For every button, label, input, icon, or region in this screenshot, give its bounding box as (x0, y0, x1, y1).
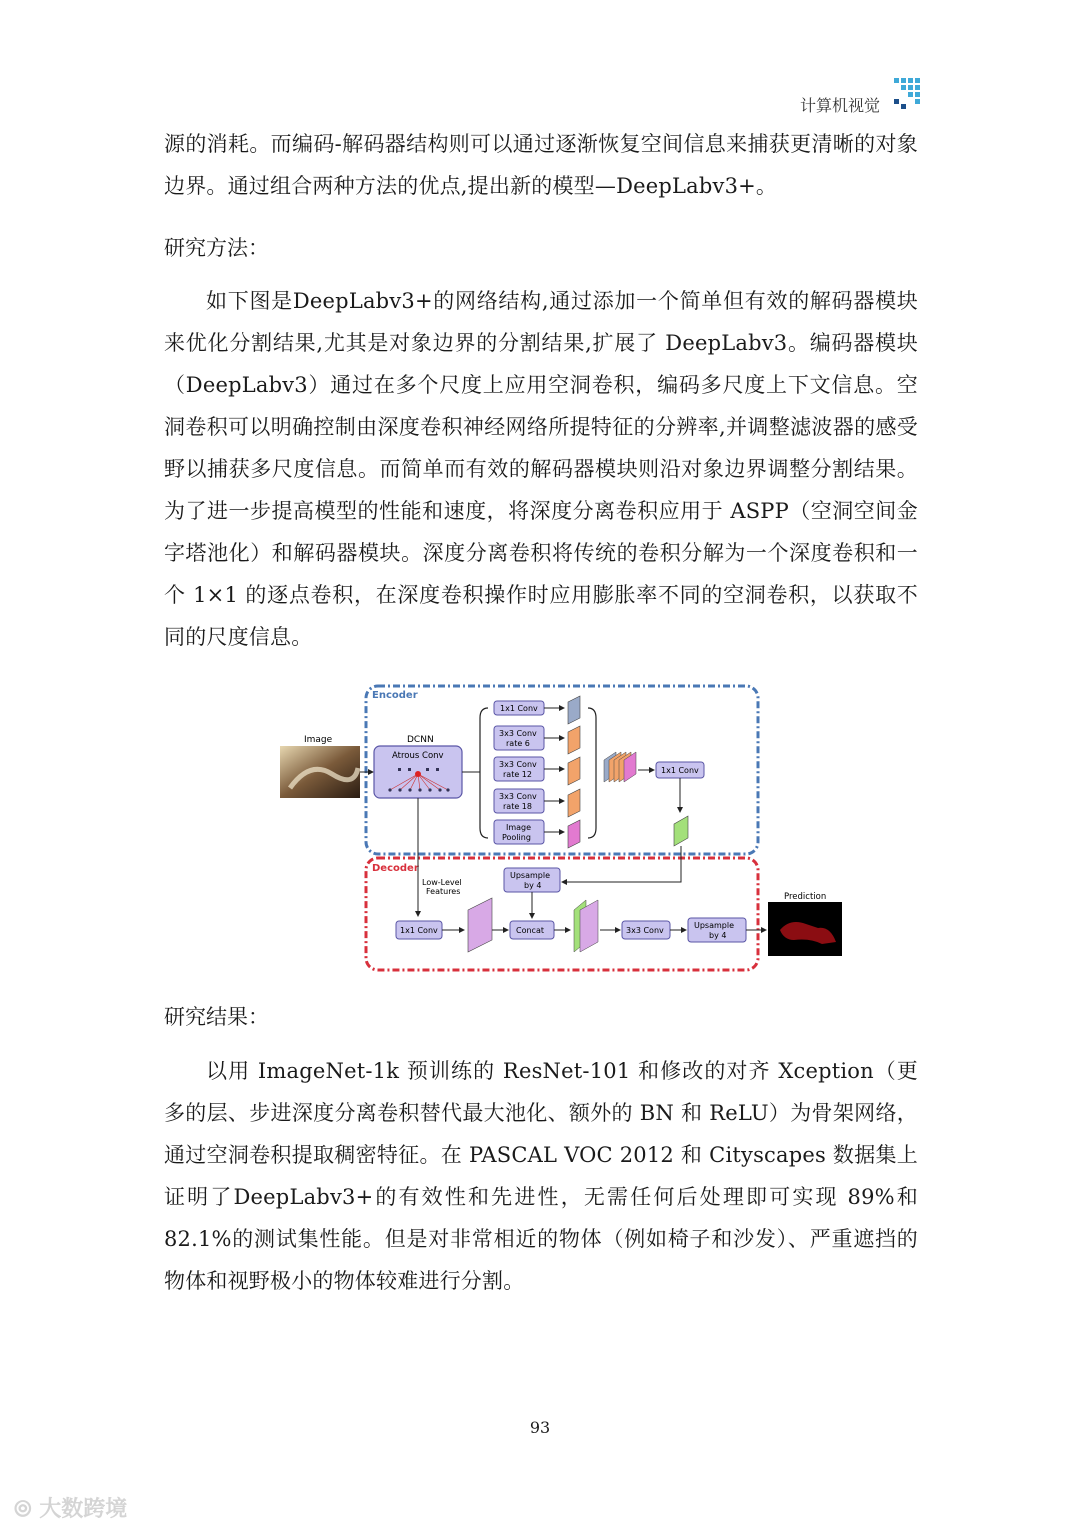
encoder-label: Encoder (372, 690, 418, 701)
deeplabv3plus-architecture-figure (270, 678, 850, 978)
svg-text:Upsample: Upsample (510, 871, 551, 880)
heading-results: 研究结果： (164, 1005, 269, 1029)
weibo-icon: ⦾ (14, 1497, 32, 1522)
svg-text:1x1 Conv: 1x1 Conv (661, 766, 699, 775)
svg-text:by 4: by 4 (709, 931, 727, 940)
running-header: 计算机视觉 (800, 96, 881, 115)
journal-logo-icon (892, 78, 920, 110)
paragraph-methods: 如下图是DeepLabv3+的网络结构,通过添加一个简单但有效的解码器模块来优化分割结果,尤其是对象边界的分割结果,扩展了 DeepLabv3。编码器模块（DeepLabv3）通过在多个尺度上应用空洞卷积，编码多尺度上下文信息。空洞卷积可以明确控制由深度卷积神经网络所提特征的分辨率,并调整滤波器的感受野以捕获多尺度信息。而简单而有效的解码器模块则沿对象边界调整分割结果。为了进一步提高模型的性能和速度，将深度分离卷积应用于 ASPP（空洞空间金字塔池化）和解码器模块。深度分离卷积将传统的卷积分解为一个深度卷积和一个 1×1 的逐点卷积，在深度卷积操作时应用膨胀率不同的空洞卷积，以获取不同的尺度信息。 (164, 289, 918, 649)
concatenated-features (604, 752, 636, 782)
svg-text:3x3 Conv: 3x3 Conv (499, 760, 537, 769)
svg-text:Upsample: Upsample (694, 921, 735, 930)
page-number: 93 (529, 1418, 551, 1437)
prediction-label: Prediction (784, 892, 827, 902)
svg-text:3x3 Conv: 3x3 Conv (626, 926, 664, 935)
atrous-conv-label: Atrous Conv (392, 751, 444, 761)
svg-text:rate 12: rate 12 (503, 770, 532, 779)
svg-text:Features: Features (426, 887, 461, 896)
paragraph-results: 以用 ImageNet-1k 预训练的 ResNet-101 和修改的对齐 Xception（更多的层、步进深度分离卷积替代最大池化、额外的 BN 和 ReLU）为骨架网络，通过空洞卷积提取稠密特征。在 PASCAL VOC 2012 和 Cityscapes 数据集上证明了DeepLabv3+的有效性和先进性，无需任何后处理即可实现 89%和 82.1%的测试集性能。但是对非常相近的物体（例如椅子和沙发）、严重遮挡的物体和视野极小的物体较难进行分割。 (164, 1059, 918, 1293)
svg-text:Concat: Concat (516, 926, 544, 935)
svg-text:3x3 Conv: 3x3 Conv (499, 792, 537, 801)
svg-text:Image: Image (506, 823, 532, 832)
svg-text:Pooling: Pooling (502, 833, 531, 842)
decoder-region (366, 858, 758, 970)
svg-text:by 4: by 4 (524, 881, 542, 890)
svg-text:3x3 Conv: 3x3 Conv (499, 729, 537, 738)
watermark (14, 1492, 127, 1523)
svg-text:1x1 Conv: 1x1 Conv (400, 926, 438, 935)
input-image-label: Image (304, 735, 333, 745)
encoder-output-feature (674, 816, 688, 846)
watermark-text: 大数跨境 (39, 1497, 128, 1522)
svg-text:rate 6: rate 6 (506, 739, 530, 748)
heading-methods: 研究方法： (164, 236, 269, 260)
svg-text:1x1 Conv: 1x1 Conv (500, 704, 538, 713)
decoder-concat-features (574, 900, 598, 952)
svg-text:Low-Level: Low-Level (422, 878, 462, 887)
aspp-feature-maps (568, 696, 580, 848)
dcnn-label: DCNN (407, 735, 434, 745)
paragraph-intro-continued: 源的消耗。而编码-解码器结构则可以通过逐渐恢复空间信息来捕获更清晰的对象边界。通过组合两种方法的优点,提出新的模型—DeepLabv3+。 (164, 132, 918, 198)
decoder-label: Decoder (372, 863, 419, 874)
svg-text:rate 18: rate 18 (503, 802, 532, 811)
low-level-feature-map (468, 898, 492, 952)
